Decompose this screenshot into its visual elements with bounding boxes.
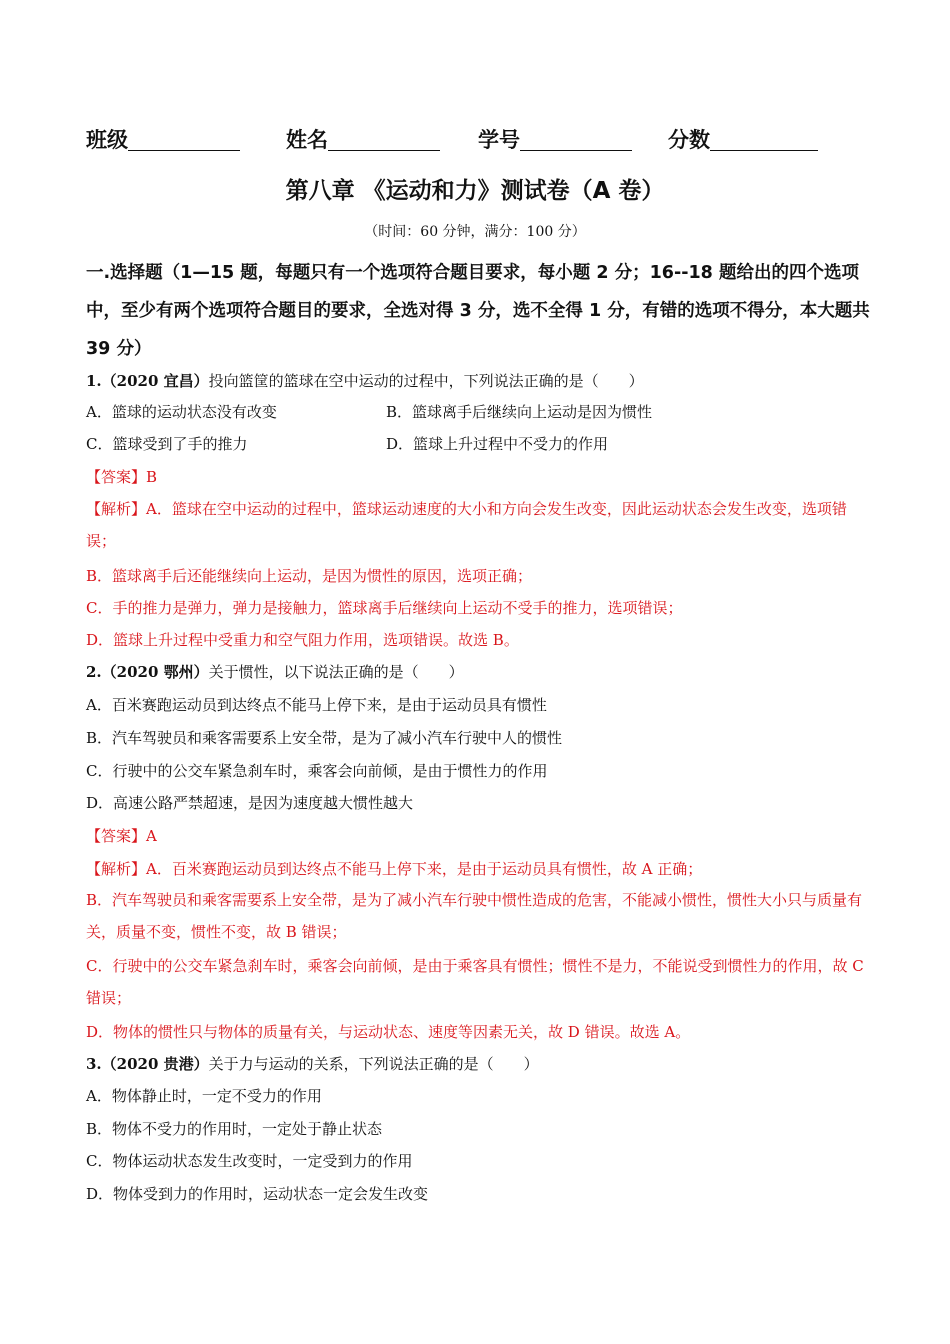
class-field bbox=[86, 124, 240, 154]
question-2-stem bbox=[86, 661, 870, 683]
class-blank bbox=[128, 128, 240, 151]
question-3-option-a: A．物体静止时，一定不受力的作用 bbox=[86, 1087, 322, 1105]
question-2-analysis-c: C．行驶中的公交车紧急刹车时，乘客会向前倾，是由于乘客具有惯性；惯性不是力，不能说受到惯性力的作用，故 C 错误； bbox=[86, 957, 864, 1007]
option-b: B．篮球离手后继续向上运动是因为惯性 bbox=[386, 403, 653, 421]
score-label: 分数 bbox=[668, 128, 710, 152]
score-field bbox=[668, 124, 818, 154]
question-2-option-a: A．百米赛跑运动员到达终点不能马上停下来，是由于运动员具有惯性 bbox=[86, 696, 547, 714]
option-c: C．篮球受到了手的推力 bbox=[86, 435, 248, 453]
question-source: （2020 宜昌） bbox=[101, 372, 209, 390]
question-3-option-c: C．物体运动状态发生改变时，一定受到力的作用 bbox=[86, 1152, 413, 1170]
question-2-option-d: D．高速公路严禁超速，是因为速度越大惯性越大 bbox=[86, 794, 414, 812]
question-1-analysis-d: D．篮球上升过程中受重力和空气阻力作用，选项错误。故选 B。 bbox=[86, 631, 519, 649]
page-title: 第八章 《运动和力》测试卷（A 卷） bbox=[285, 178, 665, 204]
option-a: A．篮球的运动状态没有改变 bbox=[86, 403, 277, 421]
student-id-field bbox=[478, 124, 632, 154]
student-id-label: 学号 bbox=[478, 128, 520, 152]
name-field bbox=[286, 124, 440, 154]
question-1-analysis-c: C．手的推力是弹力，弹力是接触力，篮球离手后继续向上运动不受手的推力，选项错误； bbox=[86, 599, 683, 617]
class-label: 班级 bbox=[86, 128, 128, 152]
question-1-options-row-1 bbox=[86, 401, 870, 423]
question-2-option-b: B．汽车驾驶员和乘客需要系上安全带，是为了减小汽车行驶中人的惯性 bbox=[86, 729, 563, 747]
question-text: 投向篮筐的篮球在空中运动的过程中，下列说法正确的是（ ） bbox=[208, 372, 644, 390]
student-id-blank bbox=[520, 128, 632, 151]
question-number: 1. bbox=[86, 372, 102, 390]
score-blank bbox=[710, 128, 818, 151]
section-heading: 一.选择题（1—15 题，每题只有一个选项符合题目要求，每小题 2 分；16--18 题给出的四个选项中，至少有两个选项符合题目的要求，全选对得 3 分，选不全得 1 分，有错的选项不得分，本大题共 39 分） bbox=[86, 263, 870, 359]
question-2-analysis-d: D．物体的惯性只与物体的质量有关，与运动状态、速度等因素无关，故 D 错误。故选 A。 bbox=[86, 1023, 691, 1041]
name-blank bbox=[328, 128, 440, 151]
question-text: 关于力与运动的关系，下列说法正确的是（ ） bbox=[208, 1055, 539, 1073]
page-subtitle: （时间：60 分钟，满分：100 分） bbox=[364, 224, 586, 240]
question-3-option-d: D．物体受到力的作用时，运动状态一定会发生改变 bbox=[86, 1185, 429, 1203]
question-1-answer: 【答案】B bbox=[86, 468, 158, 486]
question-2-answer: 【答案】A bbox=[86, 827, 157, 845]
question-source: （2020 贵港） bbox=[101, 1055, 209, 1073]
question-source: （2020 鄂州） bbox=[101, 663, 209, 681]
question-3-stem bbox=[86, 1053, 870, 1075]
name-label: 姓名 bbox=[286, 128, 328, 152]
question-1-analysis-b: B．篮球离手后还能继续向上运动，是因为惯性的原因，选项正确； bbox=[86, 567, 533, 585]
question-2-option-c: C．行驶中的公交车紧急刹车时，乘客会向前倾，是由于惯性力的作用 bbox=[86, 762, 548, 780]
question-2-analysis-b: B．汽车驾驶员和乘客需要系上安全带，是为了减小汽车行驶中惯性造成的危害，不能减小惯性，惯性大小只与质量有关，质量不变，惯性不变，故 B 错误； bbox=[86, 891, 863, 941]
student-info-row bbox=[86, 124, 866, 156]
question-1-stem bbox=[86, 370, 870, 392]
question-1-analysis-a: 【解析】A．篮球在空中运动的过程中，篮球运动速度的大小和方向会发生改变，因此运动状态会发生改变，选项错误； bbox=[86, 500, 847, 550]
question-number: 2. bbox=[86, 663, 102, 681]
option-d: D．篮球上升过程中不受力的作用 bbox=[386, 435, 609, 453]
question-1-options-row-2 bbox=[86, 433, 870, 455]
question-number: 3. bbox=[86, 1055, 102, 1073]
question-2-analysis-a: 【解析】A．百米赛跑运动员到达终点不能马上停下来，是由于运动员具有惯性，故 A 正确； bbox=[86, 860, 703, 878]
question-text: 关于惯性，以下说法正确的是（ ） bbox=[208, 663, 464, 681]
question-3-option-b: B．物体不受力的作用时，一定处于静止状态 bbox=[86, 1120, 383, 1138]
